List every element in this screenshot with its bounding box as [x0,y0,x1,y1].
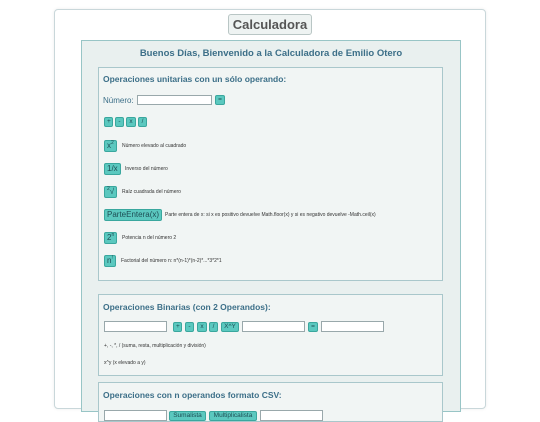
unary-multiply-button[interactable]: x [126,117,136,127]
calculator-panel [81,40,461,419]
unary-equals-button[interactable]: = [215,95,225,105]
operand-a-input[interactable] [104,321,167,332]
binary-add-button[interactable]: + [173,322,182,332]
binary-subtract-button[interactable]: - [185,322,194,332]
inverse-button[interactable]: 1/x [104,163,121,175]
unary-subtract-button[interactable]: - [115,117,124,127]
number-label: Número: [103,96,134,105]
csv-section [98,382,443,422]
csv-input[interactable] [104,410,167,421]
binary-multiply-button[interactable]: x [197,322,207,332]
calculator-window [54,9,486,419]
binary-divide-button[interactable]: / [209,322,218,332]
csv-title: Operaciones con n operandos formato CSV: [103,390,282,400]
unary-add-button[interactable]: + [104,117,113,127]
power-two-desc: Potencia n del número 2 [122,235,177,241]
square-desc: Número elevado al cuadrado [122,143,187,149]
welcome-heading: Buenos Días, Bienvenido a la Calculadora de Emilio Otero [139,48,403,59]
multiply-list-button[interactable]: Multiplicalista [209,411,257,421]
binary-result-field[interactable] [321,321,384,332]
binary-section [98,294,443,376]
binary-desc-arith: +, -, *, / (suma, resta, multiplicación y división) [104,343,206,349]
binary-equals-button[interactable]: = [308,322,318,332]
operand-b-input[interactable] [242,321,305,332]
number-input[interactable] [137,95,212,105]
unary-title: Operaciones unitarias con un sólo operando: [103,74,287,84]
sqrt-button[interactable]: $^2$√ [104,186,117,198]
integer-part-desc: Parte entera de x: si x es positivo devuelve Math.floor(x) y si es negativo devuelve -Math.ceil(x) [165,212,376,218]
sum-list-button[interactable]: Sumalista [169,411,206,421]
page-title: Calculadora [228,14,312,35]
unary-section [98,67,443,281]
power-two-button[interactable]: 2$^n$ [104,232,117,244]
factorial-button[interactable]: n! [104,255,116,267]
inverse-desc: Inverso del número [125,166,168,172]
binary-power-button[interactable]: X^Y [221,322,239,332]
binary-title: Operaciones Binarias (con 2 Operandos): [103,302,271,312]
unary-divide-button[interactable]: / [138,117,147,127]
square-button[interactable]: $x^2$ [104,140,117,152]
binary-desc-power: x^y (x elevado a y) [104,360,146,366]
csv-result-field[interactable] [260,410,323,421]
integer-part-button[interactable]: ParteEntera(x) [104,209,162,221]
factorial-desc: Factorial del número n: n*(n-1)*(n-2)*...*3*2*1 [121,258,222,264]
sqrt-desc: Raíz cuadrada del número [122,189,181,195]
